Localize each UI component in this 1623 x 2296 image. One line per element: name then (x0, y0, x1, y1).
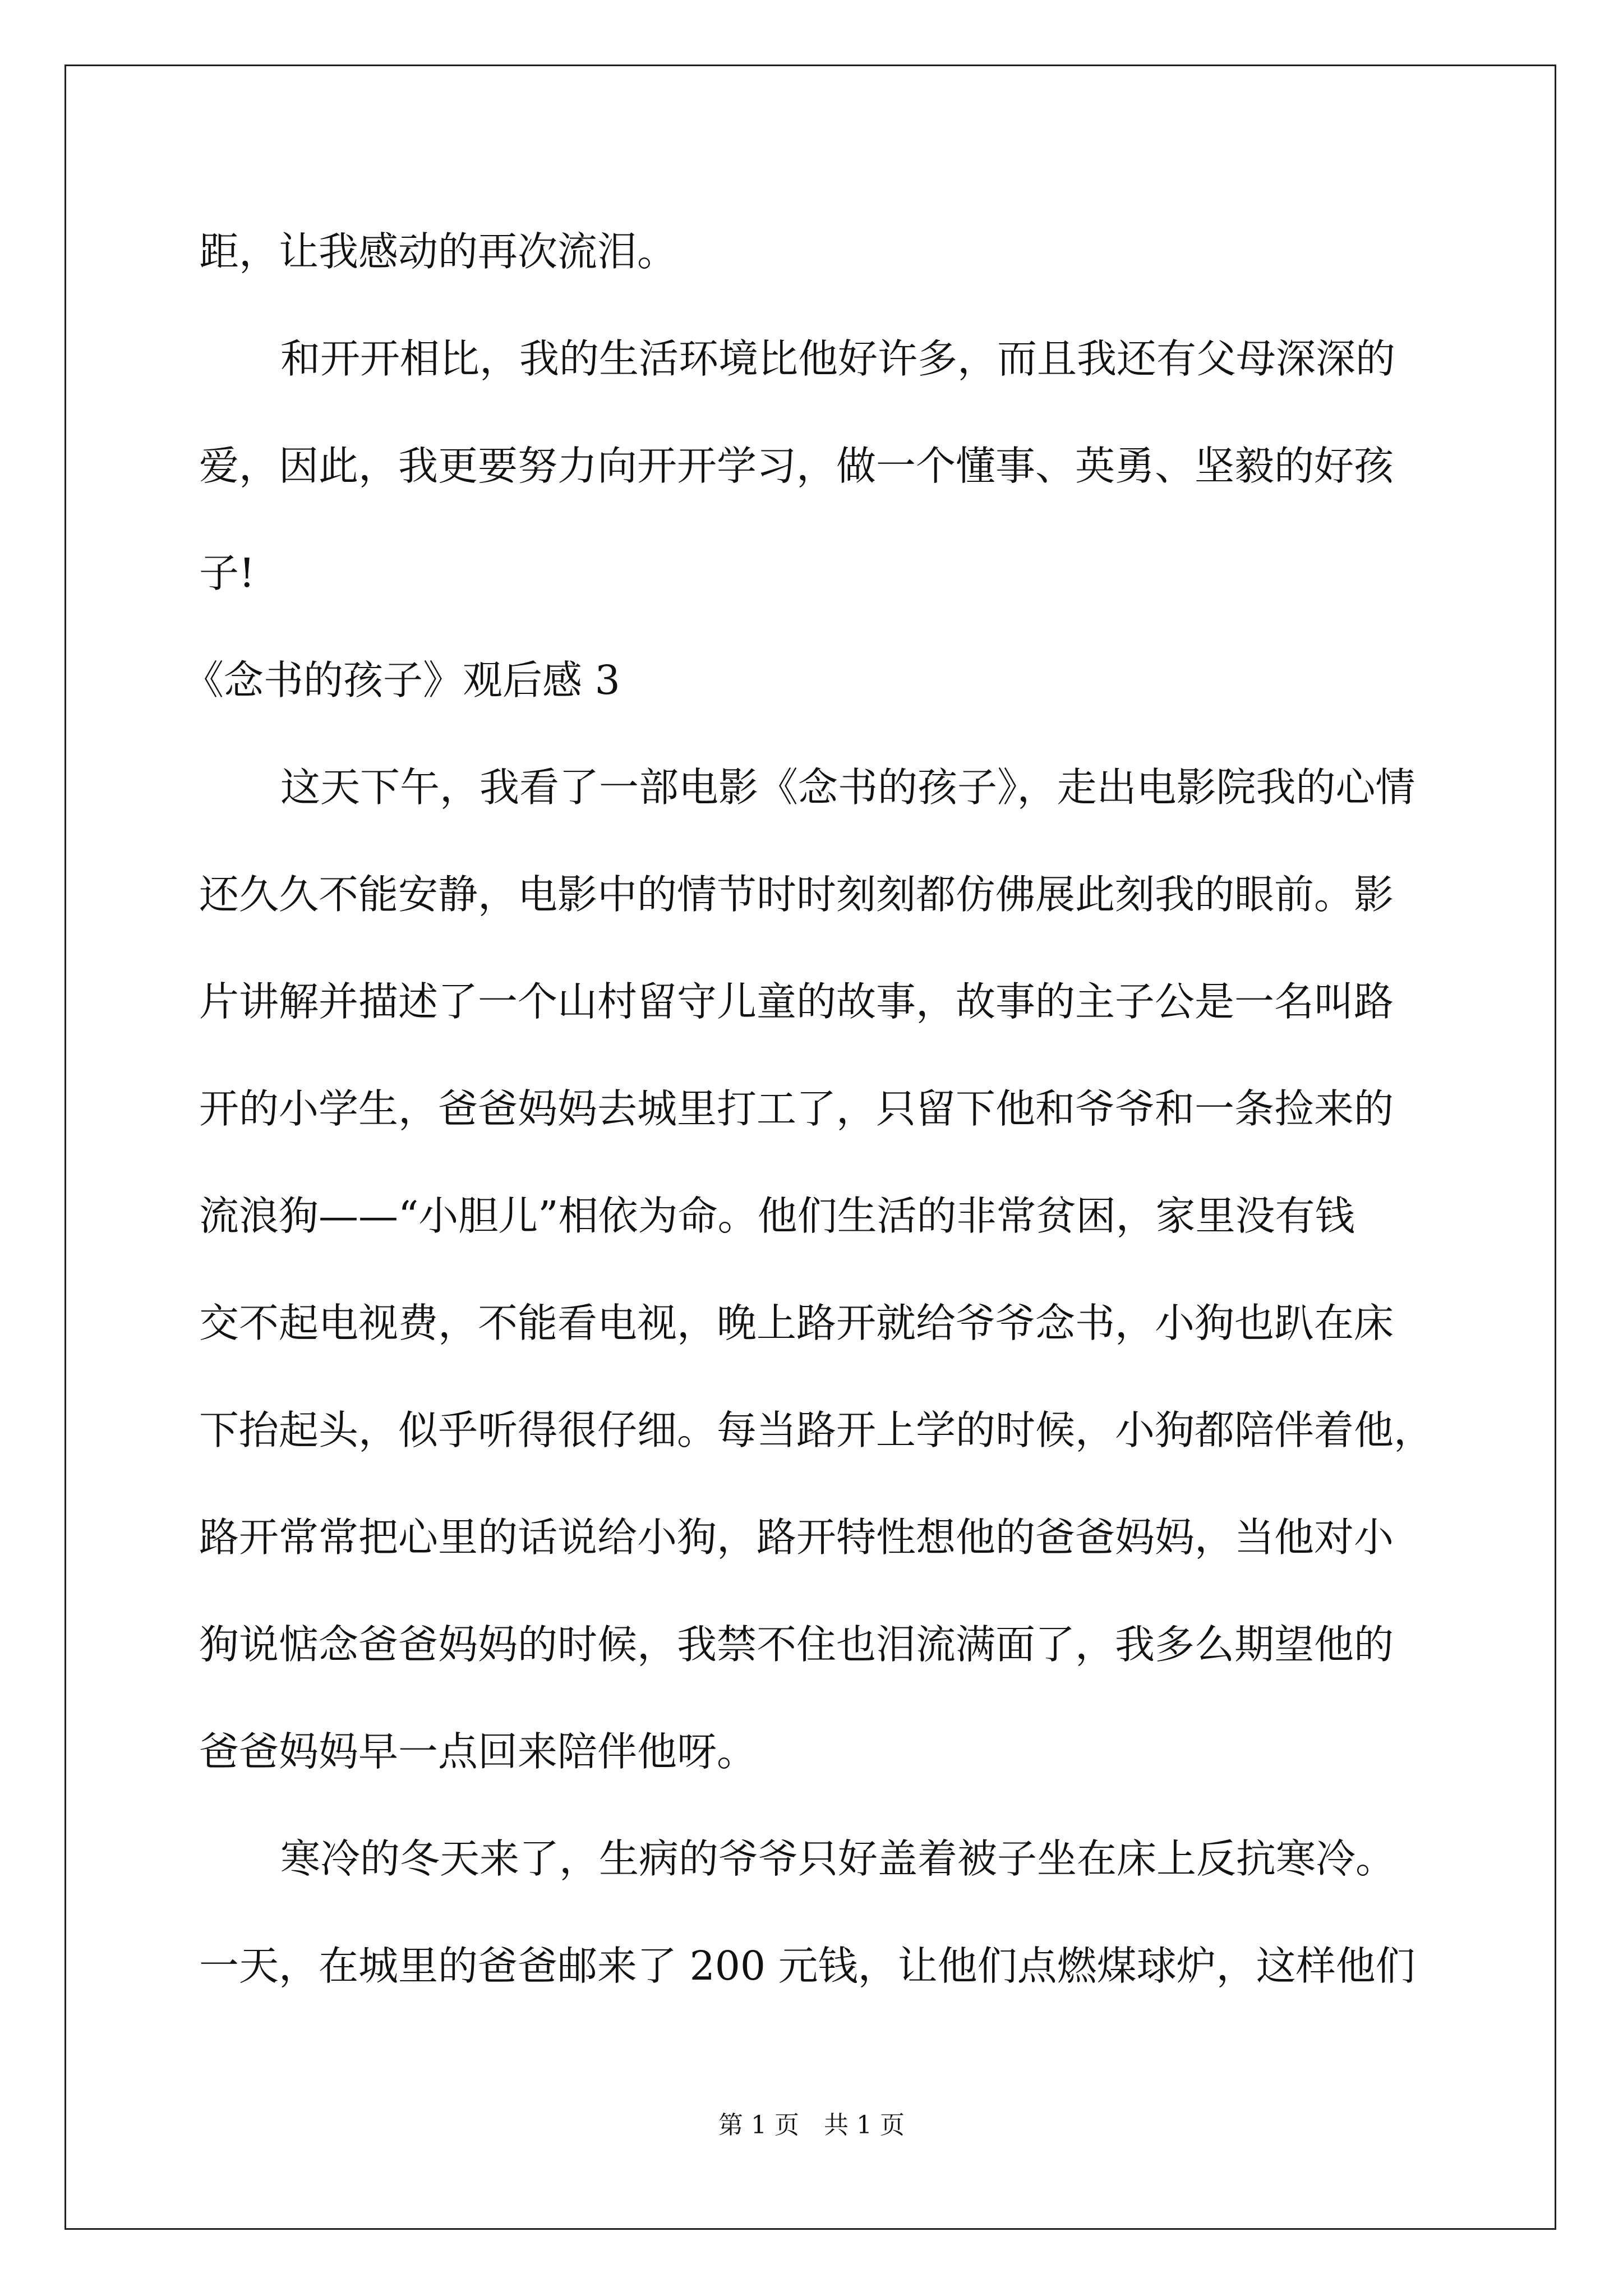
text-line: 狗说惦念爸爸妈妈的时候，我禁不住也泪流满面了，我多么期望他的 (199, 1621, 1394, 1668)
paragraph-start-line: 这天下午，我看了一部电影《念书的孩子》，走出电影院我的心情 (280, 764, 1415, 811)
text-line: 一天，在城里的爸爸邮来了 200 元钱，让他们点燃煤球炉，这样他们 (199, 1943, 1415, 1989)
text-line: 爱，因此，我更要努力向开开学习，做一个懂事、英勇、坚毅的好孩 (199, 443, 1394, 489)
text-line: 路开常常把心里的话说给小狗，路开特性想他的爸爸妈妈，当他对小 (199, 1514, 1394, 1561)
text-line: 爸爸妈妈早一点回来陪伴他呀。 (199, 1728, 757, 1775)
text-line: 距，让我感动的再次流泪。 (199, 228, 677, 275)
text-line: 交不起电视费，不能看电视，晚上路开就给爷爷念书，小狗也趴在床 (199, 1300, 1394, 1346)
text-line: 下抬起头，似乎听得很仔细。每当路开上学的时候，小狗都陪伴着他， (199, 1407, 1434, 1453)
paragraph-start-line: 和开开相比，我的生活环境比他好许多，而且我还有父母深深的 (280, 335, 1396, 382)
text-line: 开的小学生，爸爸妈妈去城里打工了，只留下他和爷爷和一条捡来的 (199, 1085, 1394, 1132)
section-heading: 《念书的孩子》观后感 3 (184, 657, 620, 703)
text-line: 子! (199, 550, 255, 596)
page-border (64, 65, 1556, 2230)
paragraph-start-line: 寒冷的冬天来了，生病的爷爷只好盖着被子坐在床上反抗寒冷。 (280, 1835, 1396, 1882)
text-line: 还久久不能安静，电影中的情节时时刻刻都仿佛展此刻我的眼前。影 (199, 871, 1394, 918)
page-number-footer: 第 1 页 共 1 页 (718, 2111, 905, 2139)
text-line: 片讲解并描述了一个山村留守儿童的故事，故事的主子公是一名叫路 (199, 978, 1394, 1025)
text-line: 流浪狗——“小胆儿”相依为命。他们生活的非常贫困，家里没有钱 (199, 1193, 1355, 1239)
